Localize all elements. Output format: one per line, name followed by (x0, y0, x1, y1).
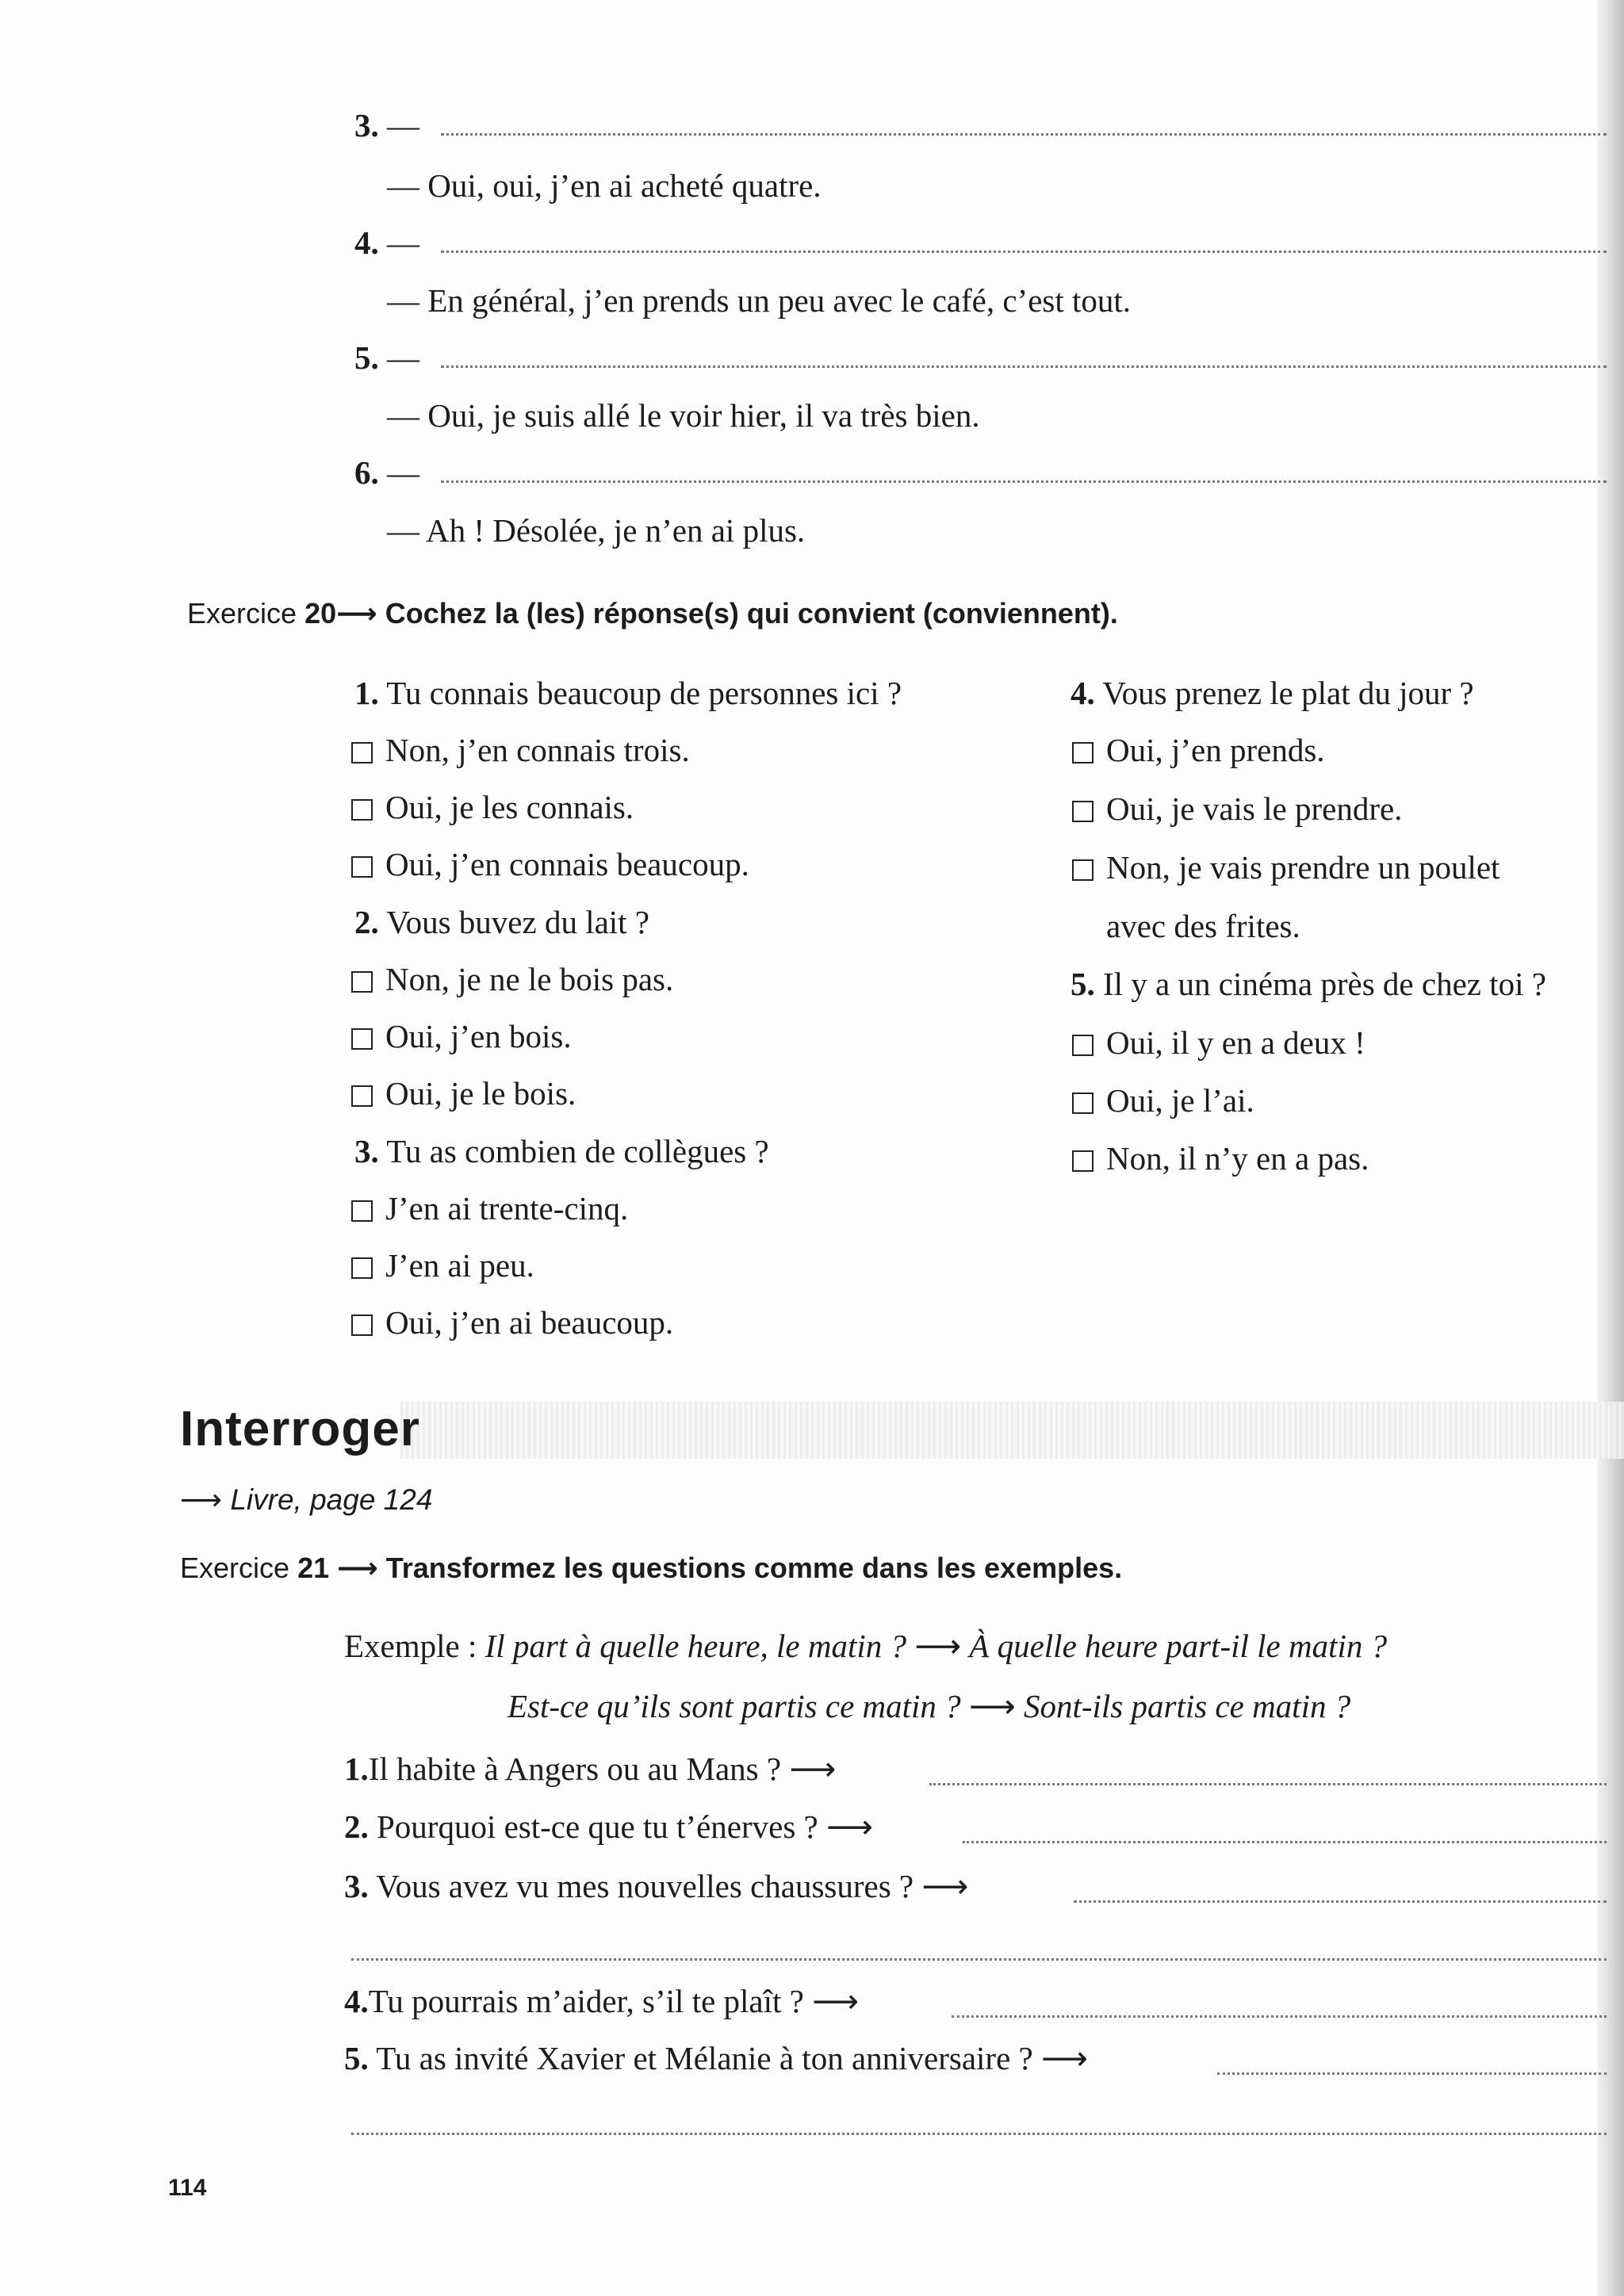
ex20-question-1: 1. Tu connais beaucoup de personnes ici ? (354, 675, 902, 711)
book-reference: ⟶ Livre, page 124 (180, 1483, 433, 1517)
ex20-q2-option-3[interactable]: Oui, je le bois. (351, 1074, 576, 1112)
example-line-1: Exemple : Il part à quelle heure, le matin ? ⟶ À quelle heure part-il le matin ? (344, 1627, 1388, 1665)
ex20-q1-option-3[interactable]: Oui, j’en connais beaucoup. (351, 845, 749, 883)
ex20-q4-option-3-continuation: avec des frites. (1106, 908, 1300, 944)
ex20-q2-option-1[interactable]: Non, je ne le bois pas. (351, 960, 673, 998)
ex19-item-6-answer-line[interactable] (441, 480, 1607, 483)
ex21-item-5-answer-line[interactable] (1217, 2072, 1607, 2075)
section-title-shading (400, 1402, 1624, 1459)
ex20-question-3: 3. Tu as combien de collègues ? (354, 1133, 769, 1169)
arrow-right-icon: ⟶ (337, 1552, 378, 1585)
checkbox[interactable] (1072, 801, 1094, 822)
ex20-q5-option-3[interactable]: Non, il n’y en a pas. (1072, 1139, 1369, 1177)
page-binding-edge (1597, 0, 1624, 2296)
checkbox[interactable] (1072, 1150, 1094, 1172)
ex21-item-5: 5. Tu as invité Xavier et Mélanie à ton anniversaire ? ⟶ (344, 2039, 1088, 2077)
arrow-right-icon: ⟶ (336, 598, 377, 630)
ex20-question-2: 2. Vous buvez du lait ? (354, 904, 650, 940)
checkbox[interactable] (1072, 1035, 1094, 1056)
ex21-item-5-answer-line-2[interactable] (351, 2133, 1607, 2135)
ex20-q5-option-1[interactable]: Oui, il y en a deux ! (1072, 1024, 1365, 1062)
checkbox[interactable] (1072, 1093, 1094, 1114)
ex20-question-4: 4. Vous prenez le plat du jour ? (1071, 675, 1474, 711)
ex21-item-2-answer-line[interactable] (963, 1841, 1607, 1843)
arrow-right-icon: ⟶ (180, 1483, 223, 1517)
ex19-item-4-prompt: 4. — (354, 224, 419, 261)
arrow-right-icon: ⟶ (914, 1627, 962, 1665)
ex19-item-3-answer-line[interactable] (441, 133, 1607, 136)
checkbox[interactable] (351, 1314, 373, 1336)
arrow-right-icon: ⟶ (812, 1982, 859, 2020)
checkbox[interactable] (351, 1085, 373, 1107)
exercise-21-heading: Exercice 21 ⟶ Transformez les questions comme dans les exemples. (180, 1552, 1123, 1585)
ex21-item-3-answer-line-2[interactable] (351, 1958, 1607, 1961)
ex21-item-2: 2. Pourquoi est-ce que tu t’énerves ? ⟶ (344, 1808, 873, 1846)
checkbox[interactable] (351, 1200, 373, 1222)
ex19-item-5-prompt: 5. — (354, 339, 419, 376)
checkbox[interactable] (351, 1257, 373, 1279)
checkbox[interactable] (1072, 859, 1094, 881)
ex21-item-3-answer-line[interactable] (1074, 1900, 1607, 1903)
exercise-20-heading: Exercice 20⟶ Cochez la (les) réponse(s) qui convient (conviennent). (187, 597, 1118, 630)
checkbox[interactable] (351, 856, 373, 878)
arrow-right-icon: ⟶ (968, 1687, 1016, 1725)
arrow-right-icon: ⟶ (921, 1867, 969, 1905)
ex19-item-5-answer-line[interactable] (441, 365, 1607, 368)
ex21-item-4: 4.Tu pourrais m’aider, s’il te plaît ? ⟶ (344, 1982, 859, 2020)
ex20-q2-option-2[interactable]: Oui, j’en bois. (351, 1017, 572, 1055)
ex20-q4-option-1[interactable]: Oui, j’en prends. (1072, 731, 1325, 769)
ex21-item-1: 1.Il habite à Angers ou au Mans ? ⟶ (344, 1750, 837, 1788)
ex19-item-6-answer: — Ah ! Désolée, je n’en ai plus. (387, 512, 806, 549)
arrow-right-icon: ⟶ (789, 1750, 837, 1788)
ex19-item-5-answer: — Oui, je suis allé le voir hier, il va très bien. (387, 397, 980, 434)
ex19-item-4-answer-line[interactable] (441, 251, 1607, 253)
checkbox[interactable] (351, 799, 373, 821)
ex19-item-6-prompt: 6. — (354, 454, 419, 491)
page-number: 114 (168, 2175, 207, 2201)
ex20-q1-option-2[interactable]: Oui, je les connais. (351, 788, 634, 826)
ex20-q3-option-3[interactable]: Oui, j’en ai beaucoup. (351, 1303, 673, 1341)
ex20-q3-option-1[interactable]: J’en ai trente-cinq. (351, 1189, 628, 1227)
ex20-q3-option-2[interactable]: J’en ai peu. (351, 1246, 534, 1284)
ex20-q4-option-2[interactable]: Oui, je vais le prendre. (1072, 790, 1402, 828)
ex21-item-1-answer-line[interactable] (929, 1783, 1607, 1785)
example-line-2: Est-ce qu’ils sont partis ce matin ? ⟶ Sont-ils partis ce matin ? (508, 1687, 1351, 1725)
ex19-item-4-answer: — En général, j’en prends un peu avec le café, c’est tout. (387, 282, 1132, 319)
section-title: Interroger (180, 1402, 420, 1456)
checkbox[interactable] (351, 742, 373, 763)
ex20-q5-option-2[interactable]: Oui, je l’ai. (1072, 1081, 1254, 1119)
checkbox[interactable] (351, 1028, 373, 1050)
ex19-item-3-answer: — Oui, oui, j’en ai acheté quatre. (387, 167, 822, 204)
ex20-q4-option-3[interactable]: Non, je vais prendre un poulet (1072, 848, 1500, 886)
checkbox[interactable] (351, 971, 373, 993)
ex21-item-3: 3. Vous avez vu mes nouvelles chaussures ? ⟶ (344, 1867, 969, 1905)
ex19-item-3-prompt: 3. — (354, 107, 419, 144)
checkbox[interactable] (1072, 742, 1094, 763)
ex20-q1-option-1[interactable]: Non, j’en connais trois. (351, 731, 690, 769)
arrow-right-icon: ⟶ (825, 1808, 873, 1846)
arrow-right-icon: ⟶ (1040, 2039, 1088, 2077)
ex21-item-4-answer-line[interactable] (952, 2015, 1607, 2018)
ex20-question-5: 5. Il y a un cinéma près de chez toi ? (1071, 966, 1546, 1002)
